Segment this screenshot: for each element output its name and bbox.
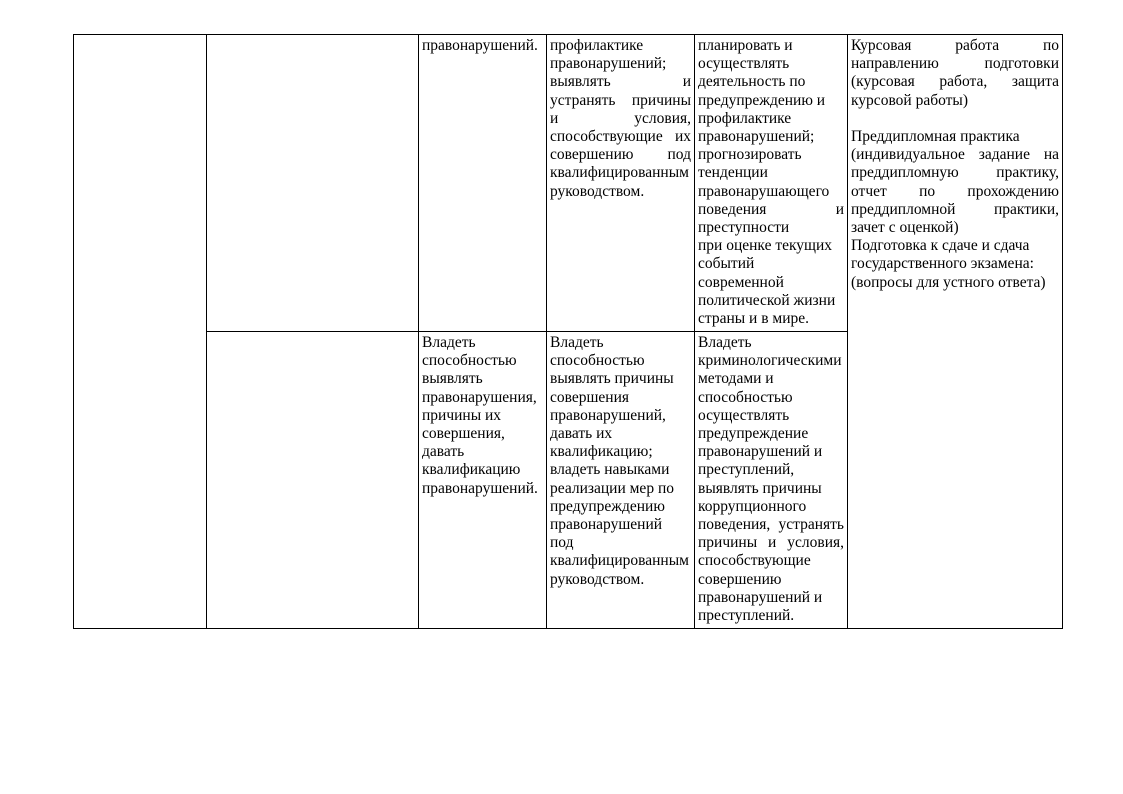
text-line: преступлений. — [698, 607, 795, 625]
text-line: правонарушений. — [422, 479, 538, 497]
text-line: давать их — [550, 425, 613, 443]
text-line: при оценке текущих — [698, 237, 833, 255]
text-line: совершению — [698, 570, 782, 588]
text-line: выявлять причины — [550, 370, 674, 388]
text-line: способствующие их — [550, 128, 691, 146]
table-cell-r2c3 — [419, 332, 547, 629]
text-line: под — [550, 534, 574, 552]
text-line: курсовой работы) — [851, 91, 968, 109]
text-line: причины их — [422, 406, 502, 424]
text-line: устранять причины — [550, 91, 691, 109]
text-line: событий — [698, 255, 755, 273]
text-line: тенденции — [698, 164, 768, 182]
text-line: профилактике — [550, 37, 644, 54]
text-line: поведения, устранять — [698, 516, 844, 534]
text-line: политической жизни — [698, 291, 836, 309]
table-row-1 — [74, 35, 1063, 332]
table-cell-r1c6-assessment-tools — [848, 35, 1063, 629]
text-line: правонарушений, — [550, 406, 666, 424]
text-line: поведения и — [698, 200, 844, 218]
text-line: прогнозировать — [698, 146, 802, 164]
text-line: предупреждение — [698, 425, 809, 443]
text-line: квалифицированным — [550, 552, 689, 570]
text-line: квалификацию — [422, 461, 521, 479]
text-line: давать — [422, 443, 465, 461]
text-line: криминологическими — [698, 352, 842, 370]
text-line — [851, 110, 1059, 128]
text-line: современной — [698, 273, 784, 291]
text-line: квалифицированным — [550, 164, 689, 182]
text-line: Курсовая работа по — [851, 37, 1059, 54]
text-line: правонарушающего — [698, 182, 830, 200]
table-cell-r2c4 — [547, 332, 695, 629]
text-line: страны и в мире. — [698, 310, 810, 328]
text-line: причины и условия, — [698, 534, 844, 552]
text-line: предупреждению — [550, 497, 665, 515]
text-line: способностью — [698, 388, 793, 406]
text-line: осуществлять — [698, 406, 790, 424]
text-line: способностью — [550, 352, 645, 370]
table-cell-r1c3 — [419, 35, 547, 332]
text-line: Владеть — [698, 334, 752, 351]
text-line: выявлять причины — [698, 479, 822, 497]
competency-assessment-table — [73, 34, 1063, 629]
text-line: Владеть — [550, 334, 604, 351]
table-cell-r1c4 — [547, 35, 695, 332]
text-line: правонарушений; — [550, 55, 667, 73]
text-line: Владеть — [422, 334, 476, 351]
text-line: совершению под — [550, 146, 691, 164]
text-line: государственного экзамена: — [851, 255, 1034, 273]
text-line: отчет по прохождению — [851, 182, 1059, 200]
text-line: правонарушений; — [698, 128, 815, 146]
table-cell-r1c2 — [207, 35, 419, 332]
text-line: преступлений, — [698, 461, 795, 479]
text-line: коррупционного — [698, 497, 807, 515]
text-line: Преддипломная практика — [851, 128, 1020, 146]
text-line: планировать и — [698, 37, 793, 54]
text-line: правонарушений и — [698, 443, 823, 461]
text-line: преддипломную практику, — [851, 164, 1059, 182]
text-line: преступности — [698, 219, 790, 237]
text-line: методами и — [698, 370, 774, 388]
text-line: (курсовая работа, защита — [851, 73, 1059, 91]
text-line: руководством. — [550, 182, 645, 200]
text-line: совершения — [550, 388, 630, 406]
text-line: преддипломной практики, — [851, 200, 1059, 218]
text-line: руководством. — [550, 570, 645, 588]
table-cell-r2c5 — [695, 332, 848, 629]
text-line: правонарушений — [550, 516, 663, 534]
text-line: (индивидуальное задание на — [851, 146, 1059, 164]
text-line: совершения, — [422, 425, 505, 443]
text-line: способностью — [422, 352, 517, 370]
text-line: владеть навыками — [550, 461, 670, 479]
text-line: деятельность по — [698, 73, 806, 91]
text-line: (вопросы для устного ответа) — [851, 273, 1046, 291]
text-line: осуществлять — [698, 55, 790, 73]
text-line: выявлять и — [550, 73, 691, 91]
text-line: Подготовка к сдаче и сдача — [851, 237, 1030, 255]
text-line: выявлять — [422, 370, 483, 388]
text-line: реализации мер по — [550, 479, 674, 497]
table-cell-r2c2 — [207, 332, 419, 629]
text-line: направлению подготовки — [851, 55, 1059, 73]
text-line: квалификацию; — [550, 443, 653, 461]
text-line: зачет с оценкой) — [851, 219, 959, 237]
table-cell-r1c5 — [695, 35, 848, 332]
text-line: правонарушений и — [698, 588, 823, 606]
text-line: правонарушений. — [422, 37, 538, 54]
text-line: профилактике — [698, 109, 792, 127]
text-line: и условия, — [550, 109, 691, 127]
table-cell-r1c1 — [74, 35, 207, 629]
text-line: способствующие — [698, 552, 811, 570]
text-line: правонарушения, — [422, 388, 537, 406]
text-line: предупреждению и — [698, 91, 826, 109]
